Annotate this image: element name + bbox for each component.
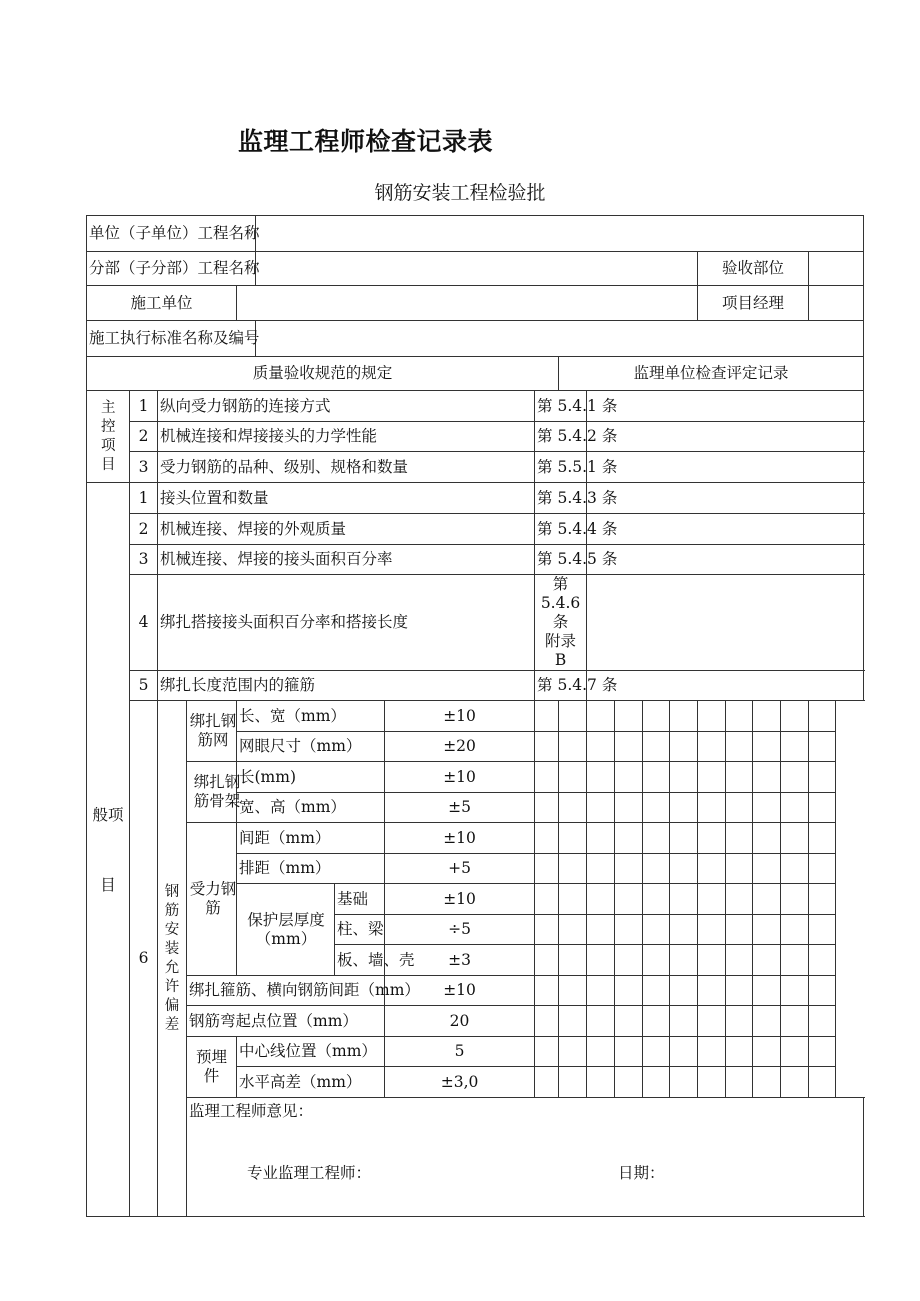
item-ref: 第 5.4.4 条 <box>535 514 587 545</box>
measure-cell[interactable] <box>643 854 670 884</box>
tolerance-value: ±10 <box>385 823 535 854</box>
measure-cell[interactable] <box>559 884 587 915</box>
measure-cell[interactable] <box>535 823 559 854</box>
check-record-cell[interactable] <box>587 545 864 575</box>
item-number: 4 <box>130 575 158 671</box>
measure-cell[interactable] <box>781 884 809 915</box>
measure-cell[interactable] <box>726 823 753 854</box>
measure-cell[interactable] <box>643 976 670 1006</box>
measure-cell[interactable] <box>615 945 643 976</box>
measure-cell[interactable] <box>753 701 781 732</box>
measure-cell[interactable] <box>698 945 726 976</box>
measure-cell[interactable] <box>615 732 643 762</box>
item-text: 绑扎搭接接头面积百分率和搭接长度 <box>158 575 535 671</box>
sub-name-label: 分部（子分部）工程名称 <box>87 252 256 286</box>
measure-cell[interactable] <box>535 1037 559 1067</box>
measure-cell[interactable] <box>559 915 587 945</box>
table-row <box>87 286 864 321</box>
item-ref: 第 5.5.1 条 <box>535 452 587 483</box>
deviation-group-label: 钢筋安装允许偏差 <box>158 701 187 1217</box>
tolerance-value: ±5 <box>385 793 535 823</box>
accept-part-field[interactable] <box>809 252 864 286</box>
item-number: 1 <box>130 391 158 422</box>
table-row <box>87 321 864 357</box>
opinion-cell[interactable] <box>187 1098 864 1217</box>
check-record-cell[interactable] <box>587 575 864 671</box>
measure-cell[interactable] <box>781 945 809 976</box>
measure-cell[interactable] <box>535 732 559 762</box>
measure-cell[interactable] <box>559 701 587 732</box>
measure-cell[interactable] <box>781 823 809 854</box>
opinion-label: 监理工程师意见： <box>189 1102 314 1120</box>
tolerance-name: 宽、高（mm） <box>237 793 385 823</box>
measure-cell[interactable] <box>643 793 670 823</box>
measure-cell[interactable] <box>587 823 615 854</box>
measure-cell[interactable] <box>615 762 643 793</box>
measure-cell[interactable] <box>615 1006 643 1037</box>
table-row <box>87 252 864 286</box>
item-ref: 第 5.4.5 条 <box>535 545 587 575</box>
measure-cell[interactable] <box>809 1067 836 1098</box>
standard-field[interactable] <box>256 321 864 357</box>
measure-cell[interactable] <box>698 1006 726 1037</box>
measure-cell[interactable] <box>587 793 615 823</box>
measure-cell[interactable] <box>726 915 753 945</box>
table-row <box>87 514 864 545</box>
item-text: 机械连接、焊接的外观质量 <box>158 514 535 545</box>
measure-cell[interactable] <box>781 854 809 884</box>
measure-cell[interactable] <box>670 854 698 884</box>
item-ref: 第 5.4.6 条 附录 B <box>535 575 587 671</box>
embed-label: 预埋件 <box>187 1037 237 1098</box>
item-text: 纵向受力钢筋的连接方式 <box>158 391 535 422</box>
measure-cell[interactable] <box>670 793 698 823</box>
check-record-cell[interactable] <box>587 514 864 545</box>
measure-cell[interactable] <box>809 884 836 915</box>
measure-cell[interactable] <box>781 1006 809 1037</box>
measure-cell[interactable] <box>809 793 836 823</box>
measure-cell[interactable] <box>809 701 836 732</box>
measure-cell[interactable] <box>615 1067 643 1098</box>
measure-cell[interactable] <box>643 762 670 793</box>
project-manager-label: 项目经理 <box>698 286 809 321</box>
table-row <box>87 545 864 575</box>
measure-cell[interactable] <box>781 915 809 945</box>
tolerance-name: 柱、梁 <box>335 915 385 945</box>
measure-cell[interactable] <box>753 915 781 945</box>
item-number: 2 <box>130 422 158 452</box>
measure-cell[interactable] <box>670 701 698 732</box>
engineer-signature-label: 专业监理工程师： <box>247 1164 372 1182</box>
measure-cell[interactable] <box>670 1006 698 1037</box>
measure-cell[interactable] <box>809 823 836 854</box>
measure-cell[interactable] <box>753 976 781 1006</box>
measure-cell[interactable] <box>587 762 615 793</box>
table-row <box>87 575 864 671</box>
measure-cell[interactable] <box>615 701 643 732</box>
measure-cell[interactable] <box>587 1067 615 1098</box>
table-row <box>87 357 864 391</box>
measure-cell[interactable] <box>643 915 670 945</box>
date-label: 日期： <box>618 1164 665 1182</box>
measure-cell[interactable] <box>726 854 753 884</box>
measure-cell[interactable] <box>587 1006 615 1037</box>
check-header: 监理单位检查评定记录 <box>559 357 864 391</box>
measure-cell[interactable] <box>753 732 781 762</box>
measure-cell[interactable] <box>726 1006 753 1037</box>
tolerance-value: ±3 <box>385 945 535 976</box>
measure-cell[interactable] <box>559 1067 587 1098</box>
measure-cell[interactable] <box>587 854 615 884</box>
measure-cell[interactable] <box>587 915 615 945</box>
table-row <box>87 671 864 701</box>
stressed-label: 受力钢筋 <box>187 823 237 976</box>
tolerance-name: 板、墙、壳 <box>335 945 385 976</box>
tolerance-value: ÷5 <box>385 915 535 945</box>
tolerance-value: ±10 <box>385 701 535 732</box>
measure-cell[interactable] <box>726 1067 753 1098</box>
tolerance-value: ±3,0 <box>385 1067 535 1098</box>
measure-cell[interactable] <box>726 945 753 976</box>
measure-cell[interactable] <box>643 732 670 762</box>
project-manager-field[interactable] <box>809 286 864 321</box>
tolerance-name: 绑扎箍筋、横向钢筋间距（mm） <box>187 976 385 1006</box>
measure-cell[interactable] <box>726 884 753 915</box>
measure-cell[interactable] <box>615 976 643 1006</box>
measure-cell[interactable] <box>559 823 587 854</box>
tolerance-value: ±10 <box>385 762 535 793</box>
measure-cell[interactable] <box>753 1067 781 1098</box>
tolerance-name: 中心线位置（mm） <box>237 1037 385 1067</box>
page-title: 监理工程师检查记录表 <box>238 127 494 156</box>
measure-cell[interactable] <box>781 1067 809 1098</box>
tolerance-name: 网眼尺寸（mm） <box>237 732 385 762</box>
measure-cell[interactable] <box>726 732 753 762</box>
tolerance-name: 长、宽（mm） <box>237 701 385 732</box>
measure-cell[interactable] <box>809 1006 836 1037</box>
measure-cell[interactable] <box>670 976 698 1006</box>
measure-cell[interactable] <box>698 793 726 823</box>
measure-cell[interactable] <box>559 762 587 793</box>
item-text: 绑扎长度范围内的箍筋 <box>158 671 535 701</box>
measure-cell[interactable] <box>643 1067 670 1098</box>
measure-cell[interactable] <box>587 945 615 976</box>
measure-cell[interactable] <box>535 793 559 823</box>
measure-cell[interactable] <box>753 854 781 884</box>
measure-cell[interactable] <box>615 884 643 915</box>
measure-cell[interactable] <box>559 854 587 884</box>
measure-cell[interactable] <box>753 1006 781 1037</box>
tolerance-value: ±10 <box>385 884 535 915</box>
measure-cell[interactable] <box>698 915 726 945</box>
measure-cell[interactable] <box>809 976 836 1006</box>
measure-cell[interactable] <box>670 823 698 854</box>
tolerance-name: 排距（mm） <box>237 854 385 884</box>
measure-cell[interactable] <box>535 701 559 732</box>
measure-cell[interactable] <box>643 1006 670 1037</box>
item-number: 2 <box>130 514 158 545</box>
measure-cell[interactable] <box>615 915 643 945</box>
measure-cell[interactable] <box>698 762 726 793</box>
measure-cell[interactable] <box>535 1067 559 1098</box>
measure-cell[interactable] <box>781 762 809 793</box>
measure-cell[interactable] <box>559 1037 587 1067</box>
measure-cell[interactable] <box>809 915 836 945</box>
item-number: 3 <box>130 452 158 483</box>
item-ref: 第 5.4.7 条 <box>535 671 587 701</box>
measure-cell[interactable] <box>753 823 781 854</box>
measure-cell[interactable] <box>615 854 643 884</box>
measure-cell[interactable] <box>643 1037 670 1067</box>
tolerance-name: 钢筋弯起点位置（mm） <box>187 1006 385 1037</box>
cage-label: 绑扎钢筋骨架 <box>187 762 237 823</box>
measure-cell[interactable] <box>781 732 809 762</box>
tolerance-name: 长(mm) <box>237 762 385 793</box>
measure-cell[interactable] <box>587 976 615 1006</box>
table-row <box>87 391 864 422</box>
measure-cell[interactable] <box>587 701 615 732</box>
measure-cell[interactable] <box>726 976 753 1006</box>
measure-cell[interactable] <box>809 854 836 884</box>
measure-cell[interactable] <box>670 884 698 915</box>
measure-cell[interactable] <box>615 823 643 854</box>
item-number: 1 <box>130 483 158 514</box>
mesh-label: 绑扎钢筋网 <box>187 701 237 762</box>
table-row <box>87 1037 864 1067</box>
cover-label: 保护层厚度（mm） <box>237 884 335 976</box>
measure-cell[interactable] <box>559 1006 587 1037</box>
table-row <box>87 422 864 452</box>
table-row <box>87 452 864 483</box>
check-record-cell[interactable] <box>587 422 864 452</box>
check-record-cell[interactable] <box>587 483 864 514</box>
measure-cell[interactable] <box>643 884 670 915</box>
item-ref: 第 5.4.1 条 <box>535 391 587 422</box>
measure-cell[interactable] <box>809 732 836 762</box>
measure-cell[interactable] <box>643 823 670 854</box>
item-ref: 第 5.4.3 条 <box>535 483 587 514</box>
item-number: 5 <box>130 671 158 701</box>
measure-cell[interactable] <box>698 1067 726 1098</box>
measure-cell[interactable] <box>587 884 615 915</box>
measure-cell[interactable] <box>753 793 781 823</box>
spec-header: 质量验收规范的规定 <box>87 357 559 391</box>
item-text: 接头位置和数量 <box>158 483 535 514</box>
measure-cell[interactable] <box>753 884 781 915</box>
measure-cell[interactable] <box>698 701 726 732</box>
tolerance-name: 间距（mm） <box>237 823 385 854</box>
measure-cell[interactable] <box>809 945 836 976</box>
measure-cell[interactable] <box>670 1037 698 1067</box>
measure-cell[interactable] <box>643 945 670 976</box>
measure-cell[interactable] <box>615 793 643 823</box>
tolerance-name: 基础 <box>335 884 385 915</box>
measure-cell[interactable] <box>781 1037 809 1067</box>
item-number: 6 <box>130 701 158 1217</box>
measure-cell[interactable] <box>670 945 698 976</box>
check-record-cell[interactable] <box>587 671 864 701</box>
table-row <box>87 483 864 514</box>
measure-cell[interactable] <box>559 793 587 823</box>
measure-cell[interactable] <box>587 1037 615 1067</box>
measure-cell[interactable] <box>753 1037 781 1067</box>
measure-cell[interactable] <box>781 793 809 823</box>
measure-cell[interactable] <box>587 732 615 762</box>
page-subtitle: 钢筋安装工程检验批 <box>374 182 546 204</box>
measure-cell[interactable] <box>535 854 559 884</box>
main-group-label: 主控项目 <box>87 391 130 483</box>
measure-cell[interactable] <box>698 854 726 884</box>
table-row <box>87 762 864 793</box>
tolerance-value: ±20 <box>385 732 535 762</box>
measure-cell[interactable] <box>535 915 559 945</box>
measure-cell[interactable] <box>726 762 753 793</box>
measure-cell[interactable] <box>535 884 559 915</box>
item-number: 3 <box>130 545 158 575</box>
table-row <box>87 823 864 854</box>
unit-name-field[interactable] <box>256 216 864 252</box>
measure-cell[interactable] <box>753 945 781 976</box>
measure-cell[interactable] <box>781 701 809 732</box>
measure-cell[interactable] <box>670 915 698 945</box>
measure-cell[interactable] <box>559 945 587 976</box>
tolerance-value: +5 <box>385 854 535 884</box>
measure-cell[interactable] <box>615 1037 643 1067</box>
check-record-cell[interactable] <box>587 452 864 483</box>
tolerance-value: 20 <box>385 1006 535 1037</box>
measure-cell[interactable] <box>753 762 781 793</box>
item-text: 机械连接、焊接的接头面积百分率 <box>158 545 535 575</box>
item-text: 机械连接和焊接接头的力学性能 <box>158 422 535 452</box>
table-row <box>87 701 864 732</box>
measure-cell[interactable] <box>698 823 726 854</box>
measure-cell[interactable] <box>559 976 587 1006</box>
measure-cell[interactable] <box>809 762 836 793</box>
measure-cell[interactable] <box>698 732 726 762</box>
construction-unit-field[interactable] <box>237 286 698 321</box>
measure-cell[interactable] <box>698 884 726 915</box>
measure-cell[interactable] <box>670 732 698 762</box>
table-row <box>87 1098 864 1217</box>
table-row <box>87 216 864 252</box>
table-row <box>87 976 864 1006</box>
measure-cell[interactable] <box>670 1067 698 1098</box>
item-text: 受力钢筋的品种、级别、规格和数量 <box>158 452 535 483</box>
tolerance-value: ±10 <box>385 976 535 1006</box>
measure-cell[interactable] <box>781 976 809 1006</box>
measure-cell[interactable] <box>698 976 726 1006</box>
measure-cell[interactable] <box>559 732 587 762</box>
check-record-cell[interactable] <box>587 391 864 422</box>
measure-cell[interactable] <box>726 793 753 823</box>
sub-name-field[interactable] <box>256 252 698 286</box>
measure-cell[interactable] <box>670 762 698 793</box>
measure-cell[interactable] <box>809 1037 836 1067</box>
measure-cell[interactable] <box>535 762 559 793</box>
general-group-label: 般项 目 <box>87 483 130 1217</box>
standard-label: 施工执行标准名称及编号 <box>87 321 256 357</box>
measure-cell[interactable] <box>698 1037 726 1067</box>
tolerance-value: 5 <box>385 1037 535 1067</box>
measure-cell[interactable] <box>535 976 559 1006</box>
table-row <box>87 1006 864 1037</box>
measure-cell[interactable] <box>643 701 670 732</box>
inspection-form-table <box>86 215 864 1217</box>
measure-cell[interactable] <box>726 1037 753 1067</box>
measure-cell[interactable] <box>535 945 559 976</box>
accept-part-label: 验收部位 <box>698 252 809 286</box>
item-ref: 第 5.4.2 条 <box>535 422 587 452</box>
unit-name-label: 单位（子单位）工程名称 <box>87 216 256 252</box>
construction-unit-label: 施工单位 <box>87 286 237 321</box>
measure-cell[interactable] <box>535 1006 559 1037</box>
measure-cell[interactable] <box>726 701 753 732</box>
tolerance-name: 水平高差（mm） <box>237 1067 385 1098</box>
